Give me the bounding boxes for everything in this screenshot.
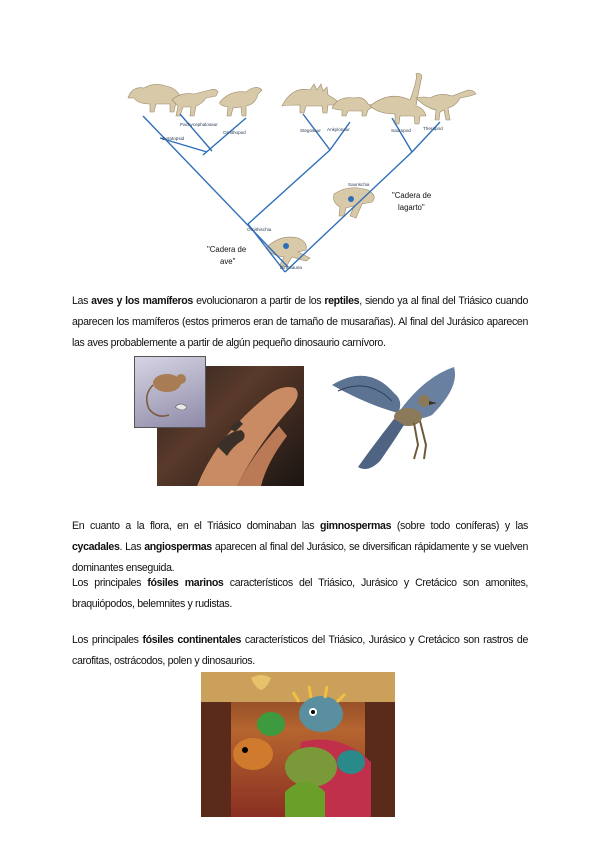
mammal-reconstruction-inset bbox=[134, 356, 206, 428]
text-run: (sobre todo coníferas) y las bbox=[391, 520, 529, 532]
text-run: , siendo ya al final del Triásico cuando aparecen los mamíferos (estos primeros eran de tamaño de musarañas). Al final del Jurásico aparecen las aves probablemente a partir de algún pequeño dinosaurio carnívoro. bbox=[72, 295, 528, 349]
cartoon-dinosaurs-illustration bbox=[201, 672, 395, 817]
ornithopod-silhouette bbox=[220, 87, 262, 116]
lizard-hip-caption-line2: lagarto" bbox=[398, 203, 425, 212]
label-ornithopod: Ornithopod bbox=[223, 130, 246, 135]
label-dinosauria: Dinosauria bbox=[280, 265, 302, 270]
bold-term: fósiles continentales bbox=[142, 634, 242, 646]
ankylosaur-silhouette bbox=[332, 98, 374, 116]
text-run: característicos del Triásico, Jurásico y Cretácico son rastros de carofitas, ostrácodos, polen y dinosaurios. bbox=[72, 634, 528, 667]
ornithischian-pelvis-bone bbox=[266, 237, 310, 267]
text-run: Los principales bbox=[72, 577, 148, 589]
text-run: evolucionaron a partir de los bbox=[192, 295, 325, 307]
label-ankylosaur: Ankylosaur bbox=[327, 127, 350, 132]
archaeopteryx-illustration bbox=[328, 357, 468, 487]
bold-term: angiospermas bbox=[144, 541, 212, 553]
text-run: Las bbox=[72, 295, 92, 307]
bird-hip-caption-line1: "Cadera de bbox=[207, 245, 247, 254]
label-saurischia: Saurischia bbox=[348, 182, 370, 187]
label-ceratopsid: Ceratopsid bbox=[162, 136, 185, 141]
paragraph-evolution-birds-mammals bbox=[72, 291, 528, 354]
label-ornithischia: Ornithischia bbox=[247, 227, 272, 232]
text-run: . Las bbox=[119, 541, 145, 553]
text-run: Los principales bbox=[72, 634, 143, 646]
bold-term: reptiles bbox=[324, 295, 360, 307]
bold-term: gimnospermas bbox=[319, 520, 392, 532]
paragraph-marine-fossils bbox=[72, 573, 528, 615]
label-pachycephalosaur: Pachycephalosaur bbox=[180, 122, 218, 127]
label-theropod: Theropod bbox=[423, 126, 443, 131]
bird-hip-caption-line2: ave" bbox=[220, 257, 236, 266]
pachycephalosaur-silhouette bbox=[172, 89, 218, 116]
stegosaur-silhouette bbox=[282, 84, 338, 113]
paragraph-flora bbox=[72, 516, 528, 579]
text-run: En cuanto a la flora, en el Triásico dominaban las bbox=[72, 520, 320, 532]
lizard-hip-marker bbox=[348, 196, 354, 202]
lizard-hip-caption-line1: "Cadera de bbox=[392, 191, 432, 200]
bird-hip-marker bbox=[283, 243, 289, 249]
dinosaur-silhouettes bbox=[128, 73, 476, 267]
bold-term: aves y los mamíferos bbox=[91, 295, 193, 307]
paragraph-continental-fossils bbox=[72, 630, 528, 672]
bold-term: fósiles marinos bbox=[147, 577, 224, 589]
saurischian-pelvis-bone bbox=[334, 188, 375, 218]
label-stegosaur: Stegosaur bbox=[300, 128, 321, 133]
dinosaur-cladogram bbox=[120, 70, 485, 282]
text-run: aparecen al final del Jurásico, se diversifican rápidamente y se vuelven dominantes enseguida. bbox=[72, 541, 529, 574]
text-run: característicos del Triásico, Jurásico y Cretácico son amonites, braquiópodos, belemnites y rudistas. bbox=[72, 577, 528, 610]
label-sauropod: Sauropod bbox=[391, 128, 411, 133]
bold-term: cycadales bbox=[72, 541, 120, 553]
